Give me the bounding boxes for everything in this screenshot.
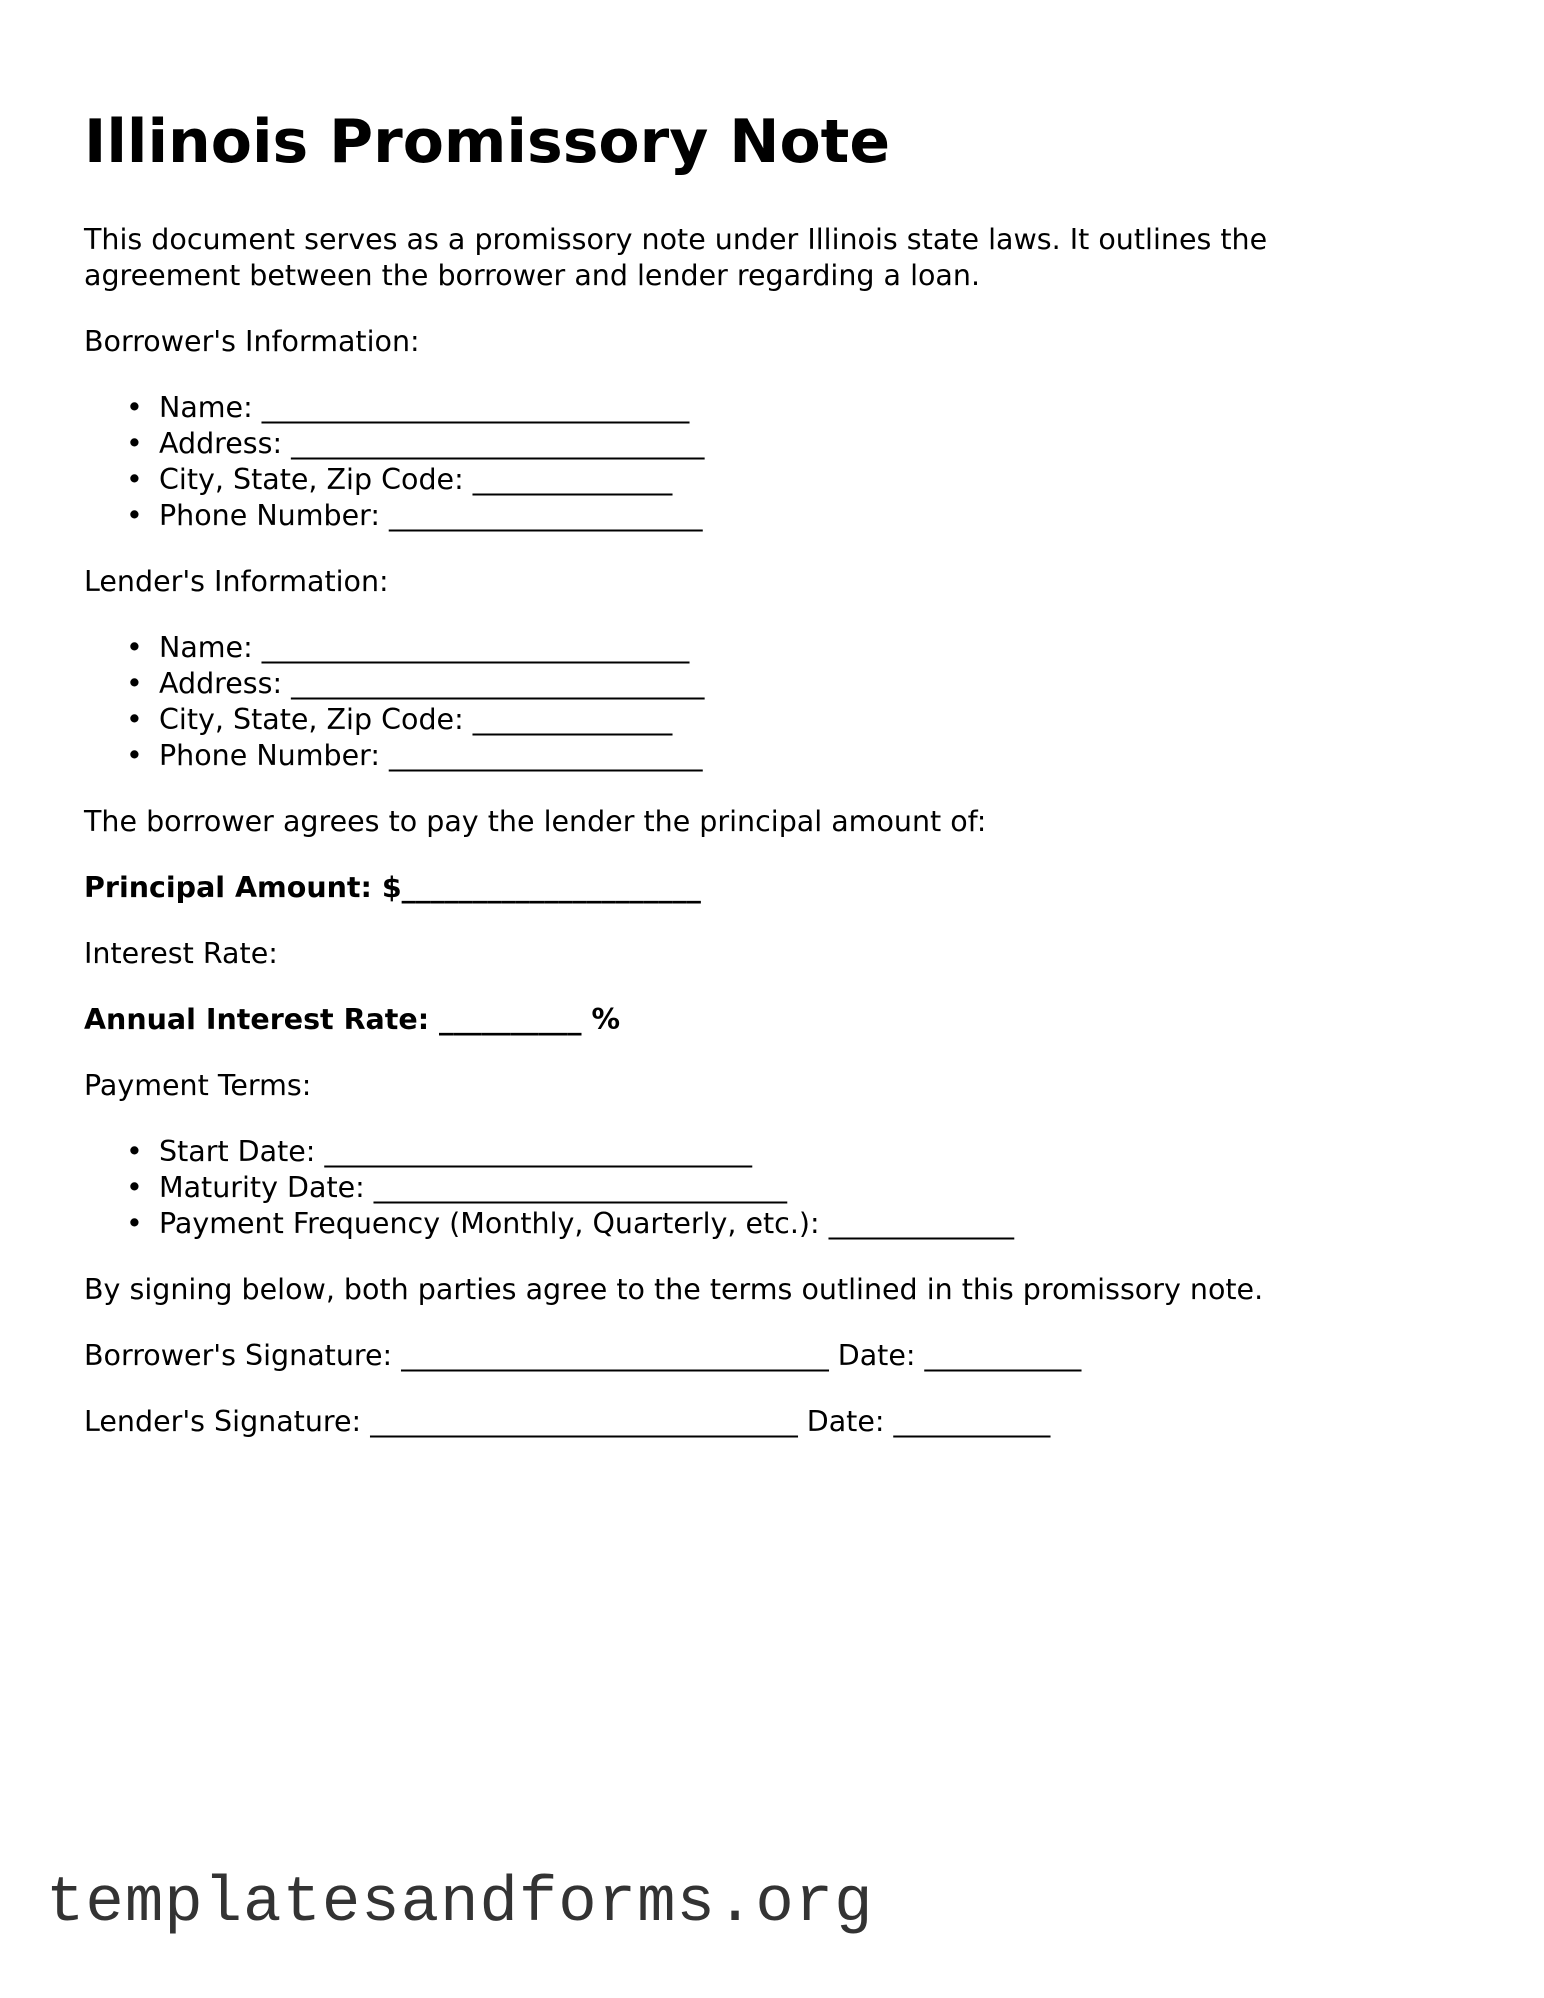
list-item-text: City, State, Zip Code: ______________ [159,703,673,736]
annual-interest-rate-field: Annual Interest Rate: __________ % [84,1003,621,1036]
bullet-icon: • [126,391,143,424]
document-body [84,222,1484,1470]
borrower-phone-field [126,498,1484,534]
bullet-icon: • [126,463,143,496]
bullet-icon: • [126,1171,143,1204]
list-item-text: Address: _____________________________ [159,667,705,700]
interest-heading: Interest Rate: [84,937,278,970]
principal-amount-field: Principal Amount: $_____________________ [84,871,701,904]
intro-paragraph: This document serves as a promissory note under Illinois state laws. It outlines the agreement between the borrower and lender regarding a loan. [84,223,1277,292]
list-item-text: City, State, Zip Code: ______________ [159,463,673,496]
bullet-icon: • [126,703,143,736]
borrower-info-list [84,390,1484,534]
bullet-icon: • [126,427,143,460]
lender-city-state-zip-field [126,702,1484,738]
bullet-icon: • [126,667,143,700]
lender-info-list [84,630,1484,774]
lender-phone-field [126,738,1484,774]
list-item-text: Start Date: ______________________________ [159,1135,752,1168]
bullet-icon: • [126,499,143,532]
list-item-text: Name: ______________________________ [159,391,690,424]
watermark: templatesandforms.org [46,1868,874,1940]
borrower-city-state-zip-field [126,462,1484,498]
payment-frequency-field [126,1206,1484,1242]
bullet-icon: • [126,1135,143,1168]
document-title: Illinois Promissory Note [84,107,891,177]
maturity-date-field [126,1170,1484,1206]
agreement-statement: By signing below, both parties agree to the terms outlined in this promissory note. [84,1273,1264,1306]
list-item-text: Address: _____________________________ [159,427,705,460]
list-item-text: Phone Number: ______________________ [159,499,703,532]
list-item-text: Payment Frequency (Monthly, Quarterly, etc.): _____________ [159,1207,1014,1240]
list-item-text: Maturity Date: _____________________________ [159,1171,788,1204]
principal-intro: The borrower agrees to pay the lender the principal amount of: [84,805,987,838]
start-date-field [126,1134,1484,1170]
payment-heading: Payment Terms: [84,1069,312,1102]
lender-heading: Lender's Information: [84,565,389,598]
borrower-name-field [126,390,1484,426]
lender-address-field [126,666,1484,702]
borrower-signature-line: Borrower's Signature: ______________________________ Date: ___________ [84,1339,1082,1372]
borrower-address-field [126,426,1484,462]
borrower-heading: Borrower's Information: [84,325,420,358]
list-item-text: Name: ______________________________ [159,631,690,664]
bullet-icon: • [126,1207,143,1240]
bullet-icon: • [126,631,143,664]
bullet-icon: • [126,739,143,772]
payment-terms-list [84,1134,1484,1242]
list-item-text: Phone Number: ______________________ [159,739,703,772]
lender-signature-line: Lender's Signature: ______________________________ Date: ___________ [84,1405,1051,1438]
lender-name-field [126,630,1484,666]
